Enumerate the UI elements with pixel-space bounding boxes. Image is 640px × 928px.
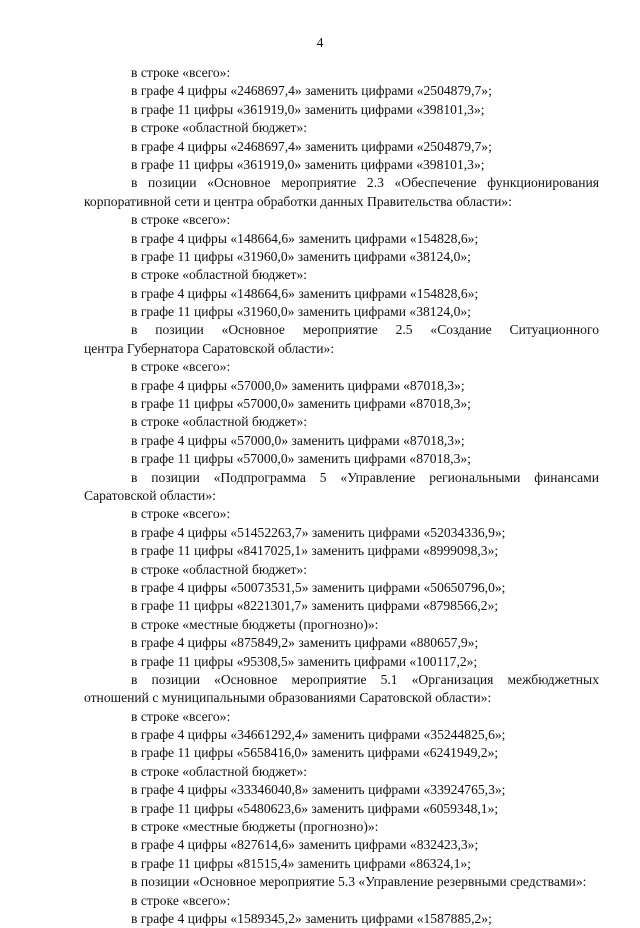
text-line: корпоративной сети и центра обработки данных Правительства области»: [84, 193, 512, 209]
text-line: в строке «областной бюджет»: [131, 561, 308, 577]
text-line: в графе 11 цифры «57000,0» заменить цифрами «87018,3»; [131, 451, 471, 467]
text-line: в графе 11 цифры «57000,0» заменить цифрами «87018,3»; [131, 396, 471, 412]
text-line: в графе 4 цифры «2468697,4» заменить цифрами «2504879,7»; [131, 83, 492, 99]
text-line: в строке «всего»: [131, 212, 231, 228]
text-line: в графе 4 цифры «50073531,5» заменить цифрами «50650796,0»; [131, 579, 506, 595]
text-line: в графе 11 цифры «361919,0» заменить цифрами «398101,3»; [131, 156, 485, 172]
text-line: в графе 4 цифры «33346040,8» заменить цифрами «33924765,3»; [131, 782, 506, 798]
text-line: в строке «областной бюджет»: [131, 267, 308, 283]
text-line: в графе 4 цифры «57000,0» заменить цифрами «87018,3»; [131, 432, 465, 448]
text-line: в позиции «Основное мероприятие 2.5 «Создание Ситуационного [131, 322, 599, 338]
text-line: в графе 4 цифры «1589345,2» заменить цифрами «1587885,2»; [131, 910, 492, 926]
text-line: в графе 11 цифры «361919,0» заменить цифрами «398101,3»; [131, 101, 485, 117]
text-line: в позиции «Основное мероприятие 5.3 «Управление резервными средствами»: [131, 874, 587, 890]
page-number: 4 [316, 35, 324, 50]
text-line: в строке «областной бюджет»: [131, 414, 308, 430]
text-line: в графе 4 цифры «827614,6» заменить цифрами «832423,3»; [131, 837, 479, 853]
text-line: в графе 4 цифры «875849,2» заменить цифрами «880657,9»; [131, 635, 479, 651]
text-line: центра Губернатора Саратовской области»: [84, 340, 335, 356]
text-line: в строке «всего»: [131, 359, 231, 375]
text-line: в строке «местные бюджеты (прогнозно)»: [131, 819, 379, 835]
text-line: Саратовской области»: [84, 487, 216, 503]
text-line: в графе 11 цифры «8417025,1» заменить цифрами «8999098,3»; [131, 543, 499, 559]
text-line: в графе 11 цифры «95308,5» заменить цифрами «100117,2»; [131, 653, 478, 669]
text-line: в позиции «Основное мероприятие 5.1 «Организация межбюджетных [131, 671, 599, 687]
text-line: в графе 11 цифры «5480623,6» заменить цифрами «6059348,1»; [131, 800, 499, 816]
text-line: в графе 11 цифры «5658416,0» заменить цифрами «6241949,2»; [131, 745, 499, 761]
text-line: в строке «всего»: [131, 506, 231, 522]
text-line: в графе 4 цифры «51452263,7» заменить цифрами «52034336,9»; [131, 524, 506, 540]
text-line: в графе 11 цифры «81515,4» заменить цифрами «86324,1»; [131, 855, 471, 871]
text-line: в графе 11 цифры «8221301,7» заменить цифрами «8798566,2»; [131, 598, 499, 614]
text-line: в графе 4 цифры «148664,6» заменить цифрами «154828,6»; [131, 285, 479, 301]
text-line: в строке «областной бюджет»: [131, 120, 308, 136]
text-line: в графе 4 цифры «34661292,4» заменить цифрами «35244825,6»; [131, 727, 506, 743]
text-line: в позиции «Основное мероприятие 2.3 «Обеспечение функционирования [131, 175, 599, 191]
text-line: в строке «всего»: [131, 892, 231, 908]
text-line: в позиции «Подпрограмма 5 «Управление региональными финансами [131, 469, 599, 485]
text-line: в графе 4 цифры «2468697,4» заменить цифрами «2504879,7»; [131, 138, 492, 154]
text-line: в строке «всего»: [131, 708, 231, 724]
text-line: в строке «местные бюджеты (прогнозно)»: [131, 616, 379, 632]
text-line: в графе 11 цифры «31960,0» заменить цифрами «38124,0»; [131, 248, 471, 264]
text-line: в строке «всего»: [131, 65, 231, 80]
text-line: в графе 11 цифры «31960,0» заменить цифрами «38124,0»; [131, 304, 471, 320]
text-line: отношений с муниципальными образованиями Саратовской области»: [84, 690, 492, 706]
text-line: в строке «областной бюджет»: [131, 763, 308, 779]
document-body [84, 64, 599, 928]
text-line: в графе 4 цифры «148664,6» заменить цифрами «154828,6»; [131, 230, 479, 246]
text-line: в графе 4 цифры «57000,0» заменить цифрами «87018,3»; [131, 377, 465, 393]
